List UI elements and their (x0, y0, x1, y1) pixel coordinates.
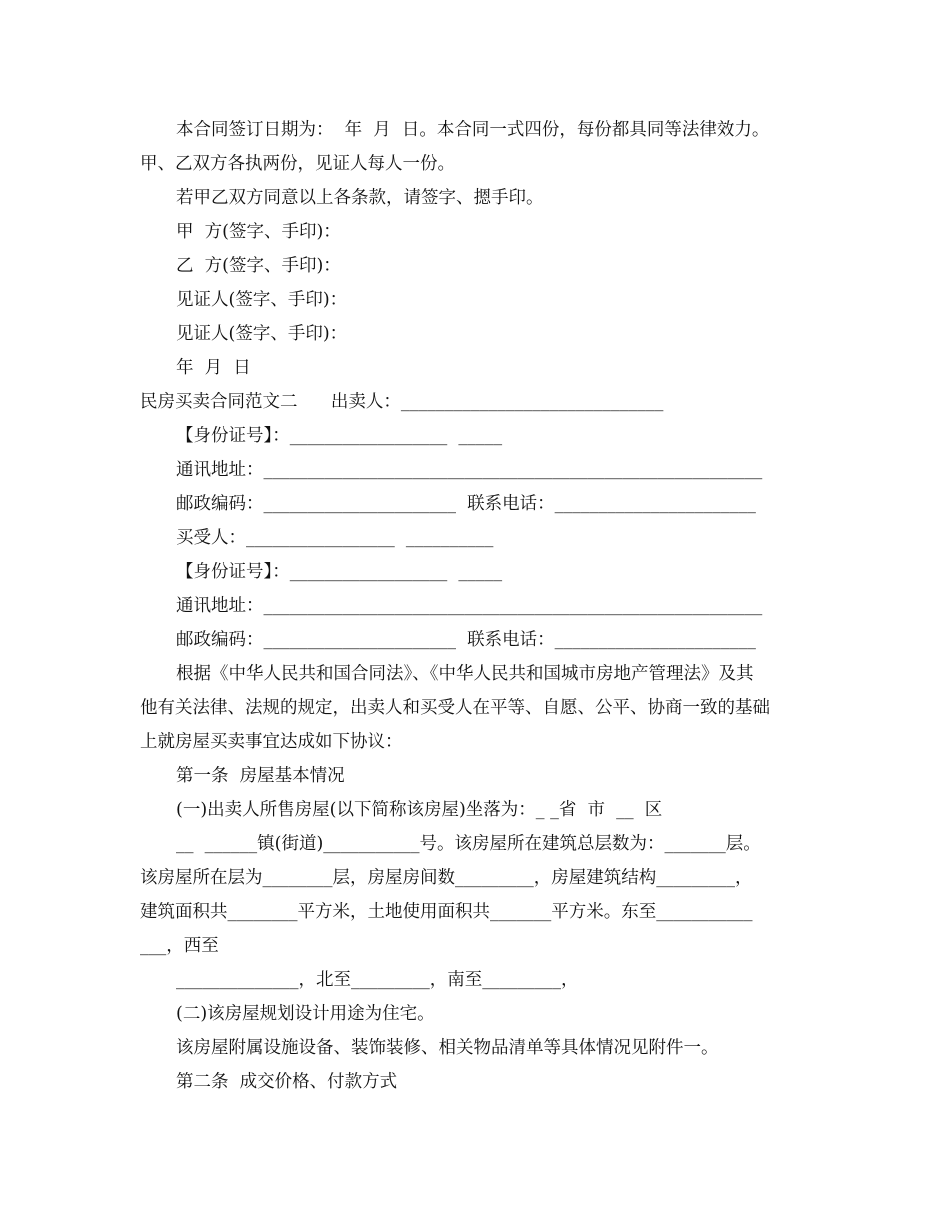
buyer-address: 通讯地址：_________________________________________________________ (176, 596, 763, 616)
seller-address: 通讯地址：_________________________________________________________ (176, 460, 763, 480)
legal-basis-line-2: 他有关法律、法规的规定，出卖人和买受人在平等、自愿、公平、协商一致的基础 (140, 698, 770, 718)
witness-signature-2: 见证人(签字、手印)： (176, 324, 348, 344)
article-2-heading: 第二条 成交价格、付款方式 (176, 1072, 398, 1092)
section-title-seller: 民房买卖合同范文二 出卖人：______________________________ (140, 392, 664, 412)
planned-use-line: (二)该房屋规划设计用途为住宅。 (176, 1004, 435, 1024)
street-floors-line: __ ______镇(街道)___________号。该房屋所在建筑总层数为：_______层。 (176, 834, 761, 854)
seller-postcode-phone: 邮政编码：______________________ 联系电话：_______________________ (176, 494, 756, 514)
buyer-name: 买受人：_________________ __________ (176, 528, 494, 548)
contract-date-line: 本合同签订日期为： 年 月 日。本合同一式四份，每份都具同等法律效力。 (176, 120, 770, 140)
legal-basis-line-3: 上就房屋买卖事宜达成如下协议： (140, 732, 403, 752)
legal-basis-line-1: 根据《中华人民共和国合同法》、《中华人民共和国城市房地产管理法》及其 (176, 664, 754, 684)
location-line: (一)出卖人所售房屋(以下简称该房屋)坐落为：_ _省 市 __ 区 (176, 800, 663, 820)
witness-signature-1: 见证人(签字、手印)： (176, 290, 348, 310)
west-line: ___，西至 (140, 936, 219, 956)
article-1-heading: 第一条 房屋基本情况 (176, 766, 345, 786)
party-a-signature: 甲 方(签字、手印)： (176, 222, 341, 242)
buyer-id-number: 【身份证号】：__________________ _____ (176, 562, 503, 582)
north-south-line: ______________，北至_________，南至_________， (176, 970, 579, 990)
agreement-line: 若甲乙双方同意以上各条款，请签字、摁手印。 (176, 188, 544, 208)
floor-rooms-structure-line: 该房屋所在层为________层，房屋房间数_________，房屋建筑结构_________， (140, 868, 753, 888)
signature-date: 年 月 日 (176, 358, 251, 378)
copies-line: 甲、乙双方各执两份，见证人每人一份。 (140, 154, 455, 174)
seller-id-number: 【身份证号】：__________________ _____ (176, 426, 503, 446)
party-b-signature: 乙 方(签字、手印)： (176, 256, 341, 276)
attachment-line: 该房屋附属设施设备、装饰装修、相关物品清单等具体情况见附件一。 (176, 1038, 719, 1058)
area-east-line: 建筑面积共________平方米，土地使用面积共_______平方米。东至___________ (140, 902, 753, 922)
buyer-postcode-phone: 邮政编码：______________________ 联系电话：_______________________ (176, 630, 756, 650)
